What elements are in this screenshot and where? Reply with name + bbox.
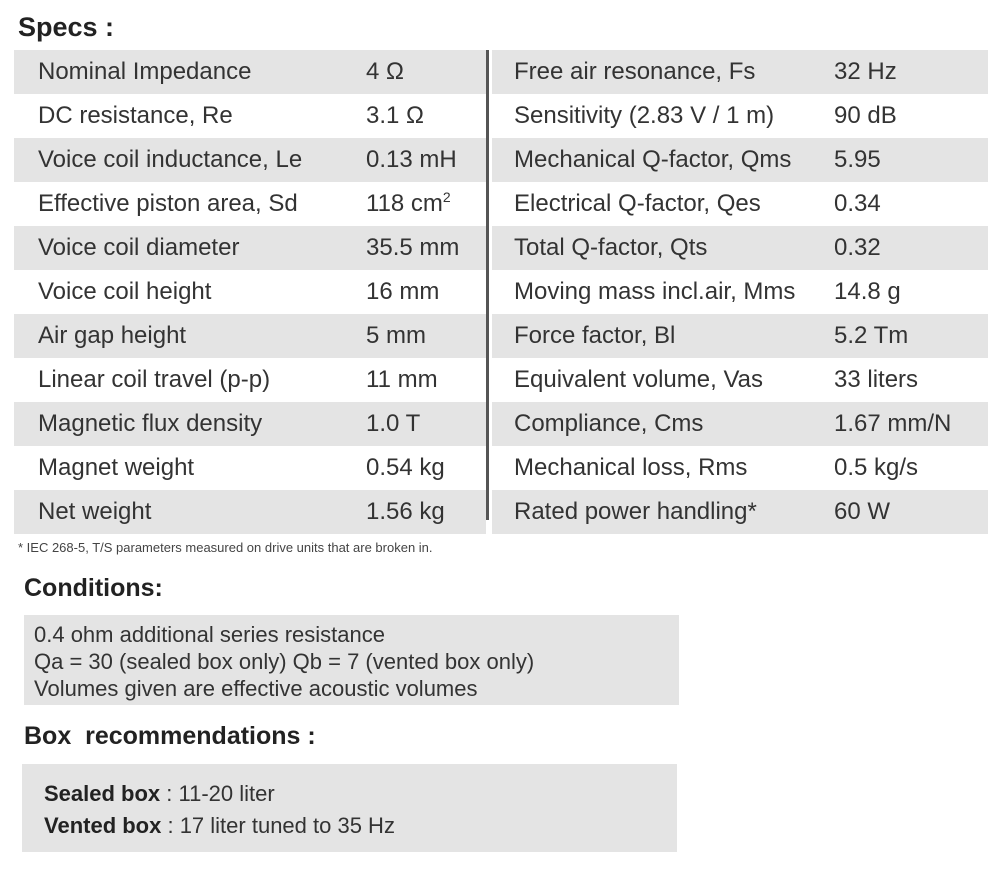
spec-row: [14, 50, 486, 94]
spec-row: [492, 182, 988, 226]
vented-box-value: : 17 liter tuned to 35 Hz: [161, 813, 395, 838]
spec-row: [14, 270, 486, 314]
spec-row: [492, 402, 988, 446]
spec-value: [366, 490, 445, 534]
spec-label: DC resistance, Re: [38, 102, 233, 129]
spec-value-text: 3.1 Ω: [366, 102, 424, 129]
spec-value: [834, 94, 897, 138]
spec-value: [834, 490, 890, 534]
spec-label: Rated power handling*: [514, 498, 757, 525]
sealed-box-label: Sealed box: [44, 781, 161, 806]
box-recommendations-box: [22, 764, 677, 852]
spec-row: [14, 94, 486, 138]
spec-label: Magnetic flux density: [38, 410, 263, 437]
spec-row: [492, 490, 988, 534]
spec-value-text: 0.54 kg: [366, 454, 445, 481]
spec-label: Free air resonance, Fs: [514, 58, 756, 85]
spec-row: [14, 138, 486, 182]
spec-label: Linear coil travel (p-p): [38, 366, 271, 393]
spec-row: [14, 402, 486, 446]
spec-row: [14, 358, 486, 402]
spec-value-text: 5.95: [834, 146, 881, 173]
condition-line: Qa = 30 (sealed box only) Qb = 7 (vented box only): [34, 649, 535, 674]
spec-row: [492, 226, 988, 270]
spec-row: [492, 138, 988, 182]
spec-value-text: 35.5 mm: [366, 234, 460, 261]
spec-value: [366, 226, 459, 270]
spec-value-text: 0.32: [834, 234, 881, 261]
spec-label: Force factor, Bl: [514, 322, 676, 349]
spec-value-text: 1.0 T: [366, 410, 421, 437]
spec-value-text: 4 Ω: [366, 58, 404, 85]
spec-value-text: 5 mm: [366, 322, 426, 349]
sealed-box-value: : 11-20 liter: [160, 781, 275, 806]
spec-row: [14, 446, 486, 490]
spec-row: [492, 446, 988, 490]
spec-label: Voice coil height: [38, 278, 212, 305]
spec-label: Voice coil diameter: [38, 234, 240, 261]
condition-line: 0.4 ohm additional series resistance: [34, 622, 385, 647]
spec-label: Voice coil inductance, Le: [38, 146, 303, 173]
spec-value-text: 0.13 mH: [366, 146, 457, 173]
spec-label: Nominal Impedance: [38, 58, 252, 85]
spec-row: [492, 270, 988, 314]
column-divider: [486, 50, 489, 520]
vented-box-label: Vented box: [44, 813, 162, 838]
spec-value: [834, 446, 918, 490]
spec-value: [366, 94, 424, 138]
spec-row: [492, 94, 988, 138]
conditions-title: Conditions:: [24, 574, 163, 602]
spec-label: Equivalent volume, Vas: [514, 366, 764, 393]
spec-label: Net weight: [38, 498, 152, 525]
box-recommendations-title: Box recommendations :: [24, 722, 316, 750]
spec-label: Total Q-factor, Qts: [514, 234, 708, 261]
spec-value: [834, 50, 897, 94]
spec-value-text: 118 cm: [366, 190, 443, 217]
spec-label: Mechanical Q-factor, Qms: [514, 146, 792, 173]
spec-value-text: 16 mm: [366, 278, 440, 305]
specs-right-column: [492, 50, 988, 534]
spec-value: [366, 358, 438, 402]
spec-label: Electrical Q-factor, Qes: [514, 190, 761, 217]
spec-value: [834, 226, 881, 270]
conditions-box: [24, 615, 679, 705]
spec-value: [366, 402, 420, 446]
spec-value: [366, 50, 404, 94]
spec-row: [492, 50, 988, 94]
spec-value-text: 0.34: [834, 190, 881, 217]
spec-row: [14, 314, 486, 358]
spec-value: [366, 446, 445, 490]
spec-row: [14, 226, 486, 270]
spec-value-text: 33 liters: [834, 366, 919, 393]
specs-left-column: [14, 50, 486, 534]
spec-row: [492, 314, 988, 358]
spec-value: [366, 270, 439, 314]
spec-value-text: 32 Hz: [834, 58, 897, 85]
spec-value-text: 0.5 kg/s: [834, 454, 919, 481]
spec-value-text: 60 W: [834, 498, 891, 525]
spec-value-text: 5.2 Tm: [834, 322, 909, 349]
specs-table: [14, 50, 988, 525]
spec-label: Mechanical loss, Rms: [514, 454, 748, 481]
spec-label: Magnet weight: [38, 454, 195, 481]
spec-label: Air gap height: [38, 322, 187, 349]
spec-value-text: 1.56 kg: [366, 498, 445, 525]
condition-line: Volumes given are effective acoustic volumes: [34, 676, 478, 701]
sealed-box-line: [44, 778, 677, 810]
spec-value: [834, 138, 881, 182]
spec-label: Moving mass incl.air, Mms: [514, 278, 796, 305]
spec-value-text: 14.8 g: [834, 278, 901, 305]
spec-value-text: 1.67 mm/N: [834, 410, 952, 437]
spec-value: [834, 270, 901, 314]
spec-row: [14, 490, 486, 534]
spec-label: Sensitivity (2.83 V / 1 m): [514, 102, 775, 129]
spec-value: [834, 358, 918, 402]
spec-value-superscript: 2: [442, 189, 451, 205]
spec-label: Effective piston area, Sd: [38, 190, 298, 217]
spec-value: [366, 138, 457, 182]
spec-value: [834, 182, 881, 226]
spec-value-text: 11 mm: [366, 366, 438, 393]
footnote: * IEC 268-5, T/S parameters measured on drive units that are broken in.: [18, 540, 433, 555]
vented-box-line: [44, 810, 677, 842]
spec-value: [834, 314, 908, 358]
spec-value: [366, 182, 451, 226]
spec-value-text: 90 dB: [834, 102, 897, 129]
spec-value: [834, 402, 951, 446]
spec-row: [14, 182, 486, 226]
spec-label: Compliance, Cms: [514, 410, 704, 437]
spec-value: [366, 314, 426, 358]
specs-title: Specs :: [18, 12, 115, 42]
spec-row: [492, 358, 988, 402]
